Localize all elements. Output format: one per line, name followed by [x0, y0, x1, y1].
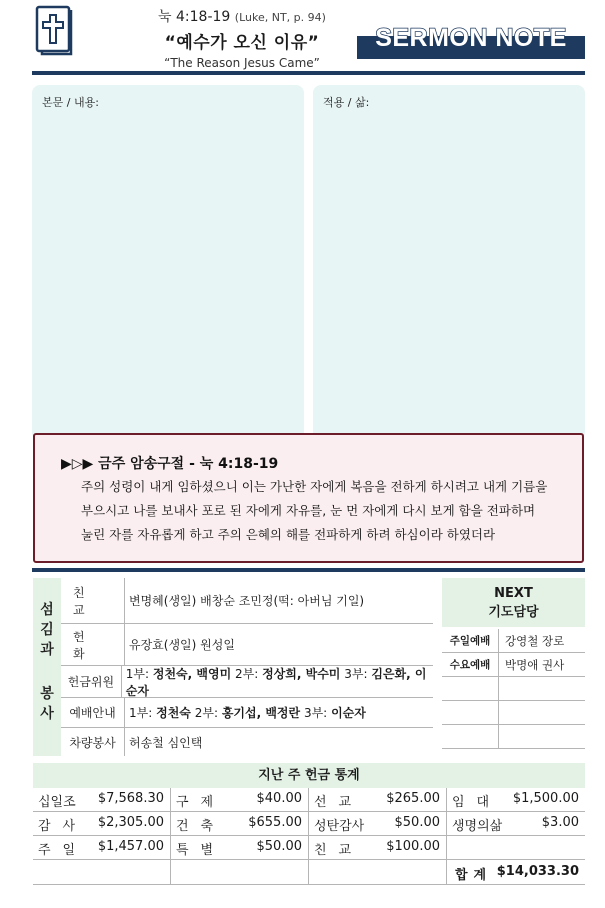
service-part-label: 1부: — [125, 666, 150, 681]
offering-cell — [171, 788, 309, 812]
verse-line: 주의 성령이 내게 임하셨으니 이는 가난한 자에게 복음을 전하게 하시려고 내게 기름을 — [81, 479, 548, 494]
memory-verse-box — [33, 433, 584, 563]
serving-value: 변명혜(생일) 배창순 조민정(떡: 아버님 기일) — [129, 594, 365, 608]
offering-amount: $265.00 — [386, 791, 440, 806]
memory-verse-text — [81, 475, 571, 547]
serving-label: 차량봉사 — [61, 728, 125, 756]
offering-stats-table — [33, 788, 585, 885]
side-label-bottom — [33, 684, 61, 724]
service-part-label: 3부: — [344, 666, 368, 681]
next-prayer-header — [442, 578, 585, 627]
empty-cell — [33, 860, 171, 885]
badge-text: SERMON NOTE — [375, 24, 567, 52]
offering-amount: $50.00 — [256, 839, 302, 854]
offering-row — [33, 812, 585, 836]
empty-cell — [171, 860, 309, 885]
offering-cell — [309, 788, 447, 812]
serving-label: 예배안내 — [61, 698, 125, 727]
content-note-area[interactable] — [32, 85, 304, 440]
offering-row — [33, 788, 585, 812]
offering-cell — [33, 788, 171, 812]
offering-total-label: 합계 — [455, 868, 493, 883]
memory-verse-title: ▶▷▶ 금주 암송구절 — [61, 456, 185, 472]
offering-category: 선교 — [314, 795, 364, 810]
offering-category: 성탄감사 — [314, 819, 365, 834]
serving-label: 헌금위원 — [61, 666, 122, 697]
serving-value — [122, 665, 433, 699]
offering-category: 구제 — [176, 795, 226, 810]
content-note-label: 본문 / 내용: — [42, 96, 99, 109]
offering-amount: $1,500.00 — [512, 791, 579, 806]
sermon-title-korean: “예수가 오신 이유” — [164, 33, 320, 53]
next-prayer-row — [442, 653, 585, 677]
bible-cross-icon — [34, 4, 74, 56]
offering-cell — [33, 836, 171, 860]
serving-row-transport — [61, 728, 433, 756]
offering-amount: $100.00 — [386, 839, 440, 854]
offering-cell — [33, 812, 171, 836]
offering-amount: $3.00 — [541, 815, 579, 830]
offering-cell — [447, 836, 585, 860]
next-prayer-row — [442, 629, 585, 653]
offering-category: 감사 — [38, 819, 88, 834]
prayer-leader: 박명애 권사 — [505, 657, 565, 672]
service-part-names: 정상희, 박수미 — [262, 666, 341, 681]
offering-cell — [171, 812, 309, 836]
serving-row-ushers — [61, 698, 433, 728]
prayer-leader — [499, 701, 585, 724]
prayer-leader — [499, 725, 585, 748]
prayer-service — [442, 725, 499, 748]
service-part-label: 1부: — [129, 706, 153, 720]
offering-cell — [447, 788, 585, 812]
section-divider — [32, 568, 585, 572]
service-part-label: 3부: — [303, 706, 328, 720]
application-note-label: 적용 / 삶: — [323, 96, 370, 109]
prayer-leader — [499, 677, 585, 700]
sermon-title-block — [92, 6, 392, 70]
serving-label: 헌화 — [61, 624, 125, 665]
sermon-header — [32, 0, 585, 72]
serving-side-label — [33, 578, 61, 756]
next-prayer-title: NEXT — [494, 586, 533, 601]
side-char: 사 — [40, 706, 54, 722]
serving-label: 친교 — [61, 578, 125, 623]
sermon-note-badge — [357, 15, 585, 59]
prayer-leader: 강영철 장로 — [505, 633, 565, 648]
side-label-top — [33, 600, 61, 660]
prayer-service — [442, 677, 499, 700]
memory-verse-reference: - 눅 4:18-19 — [189, 456, 279, 472]
offering-category: 친교 — [314, 843, 364, 858]
serving-row-flowers — [61, 624, 433, 666]
serving-row-fellowship — [61, 578, 433, 624]
offering-category: 특별 — [176, 843, 226, 858]
serving-value: 허송철 심인택 — [129, 735, 203, 750]
offering-category: 십일조 — [38, 795, 76, 810]
side-char: 봉 — [40, 686, 54, 702]
next-prayer-row — [442, 677, 585, 701]
offering-row — [33, 836, 585, 860]
serving-value: 유장효(생일) 원성일 — [129, 638, 235, 652]
offering-category: 건축 — [176, 819, 226, 834]
verse-line: 부으시고 나를 보내사 포로 된 자에게 자유를, 눈 먼 자에게 다시 보게 함을 전파하며 — [81, 503, 536, 518]
offering-amount: $40.00 — [256, 791, 302, 806]
service-part-label: 2부: — [235, 666, 259, 681]
service-part-names: 김은화, 이순자 — [125, 666, 427, 698]
service-part-label: 2부: — [194, 706, 218, 720]
side-char: 김 — [40, 622, 54, 638]
offering-stats-title: 지난 주 헌금 통계 — [33, 763, 585, 788]
offering-category: 주일 — [38, 843, 88, 858]
prayer-service: 수요예배 — [442, 653, 499, 676]
offering-amount: $50.00 — [394, 815, 440, 830]
service-part-names: 정천숙 — [156, 706, 191, 720]
service-part-names: 홍기섭, 백정란 — [221, 706, 301, 720]
offering-total-value: $14,033.30 — [496, 864, 579, 879]
empty-cell — [309, 860, 447, 885]
application-note-area[interactable] — [313, 85, 585, 440]
memory-verse-heading — [61, 453, 278, 473]
reference-sub: (Luke, NT, p. 94) — [234, 11, 326, 24]
scripture-reference — [92, 6, 392, 26]
next-prayer-row — [442, 701, 585, 725]
offering-cell — [171, 836, 309, 860]
serving-value — [125, 704, 366, 721]
verse-line: 눌린 자를 자유롭게 하고 주의 은혜의 해를 전파하게 하려 하심이라 하였더라 — [81, 527, 496, 542]
next-prayer-subtitle: 기도담당 — [488, 605, 539, 620]
serving-row-offering-committee — [61, 666, 433, 698]
offering-cell — [309, 812, 447, 836]
sermon-title-english: “The Reason Jesus Came” — [164, 56, 320, 70]
side-char: 섬 — [40, 602, 54, 618]
service-part-names: 정천숙, 백영미 — [152, 666, 232, 681]
offering-category: 생명의삶 — [452, 819, 503, 834]
offering-amount: $1,457.00 — [97, 839, 164, 854]
offering-cell — [447, 812, 585, 836]
service-part-names: 이순자 — [331, 706, 366, 720]
side-char: 과 — [40, 642, 54, 658]
offering-amount: $655.00 — [248, 815, 302, 830]
offering-cell — [309, 836, 447, 860]
offering-amount: $7,568.30 — [97, 791, 164, 806]
serving-table — [33, 578, 433, 756]
header-divider — [32, 71, 585, 75]
offering-category: 임대 — [452, 795, 502, 810]
next-prayer-row — [442, 725, 585, 749]
reference-text: 눅 4:18-19 — [158, 9, 231, 25]
prayer-service — [442, 701, 499, 724]
offering-total-row — [33, 860, 585, 885]
next-prayer-table — [442, 578, 585, 753]
prayer-service: 주일예배 — [442, 629, 499, 652]
offering-amount: $2,305.00 — [97, 815, 164, 830]
